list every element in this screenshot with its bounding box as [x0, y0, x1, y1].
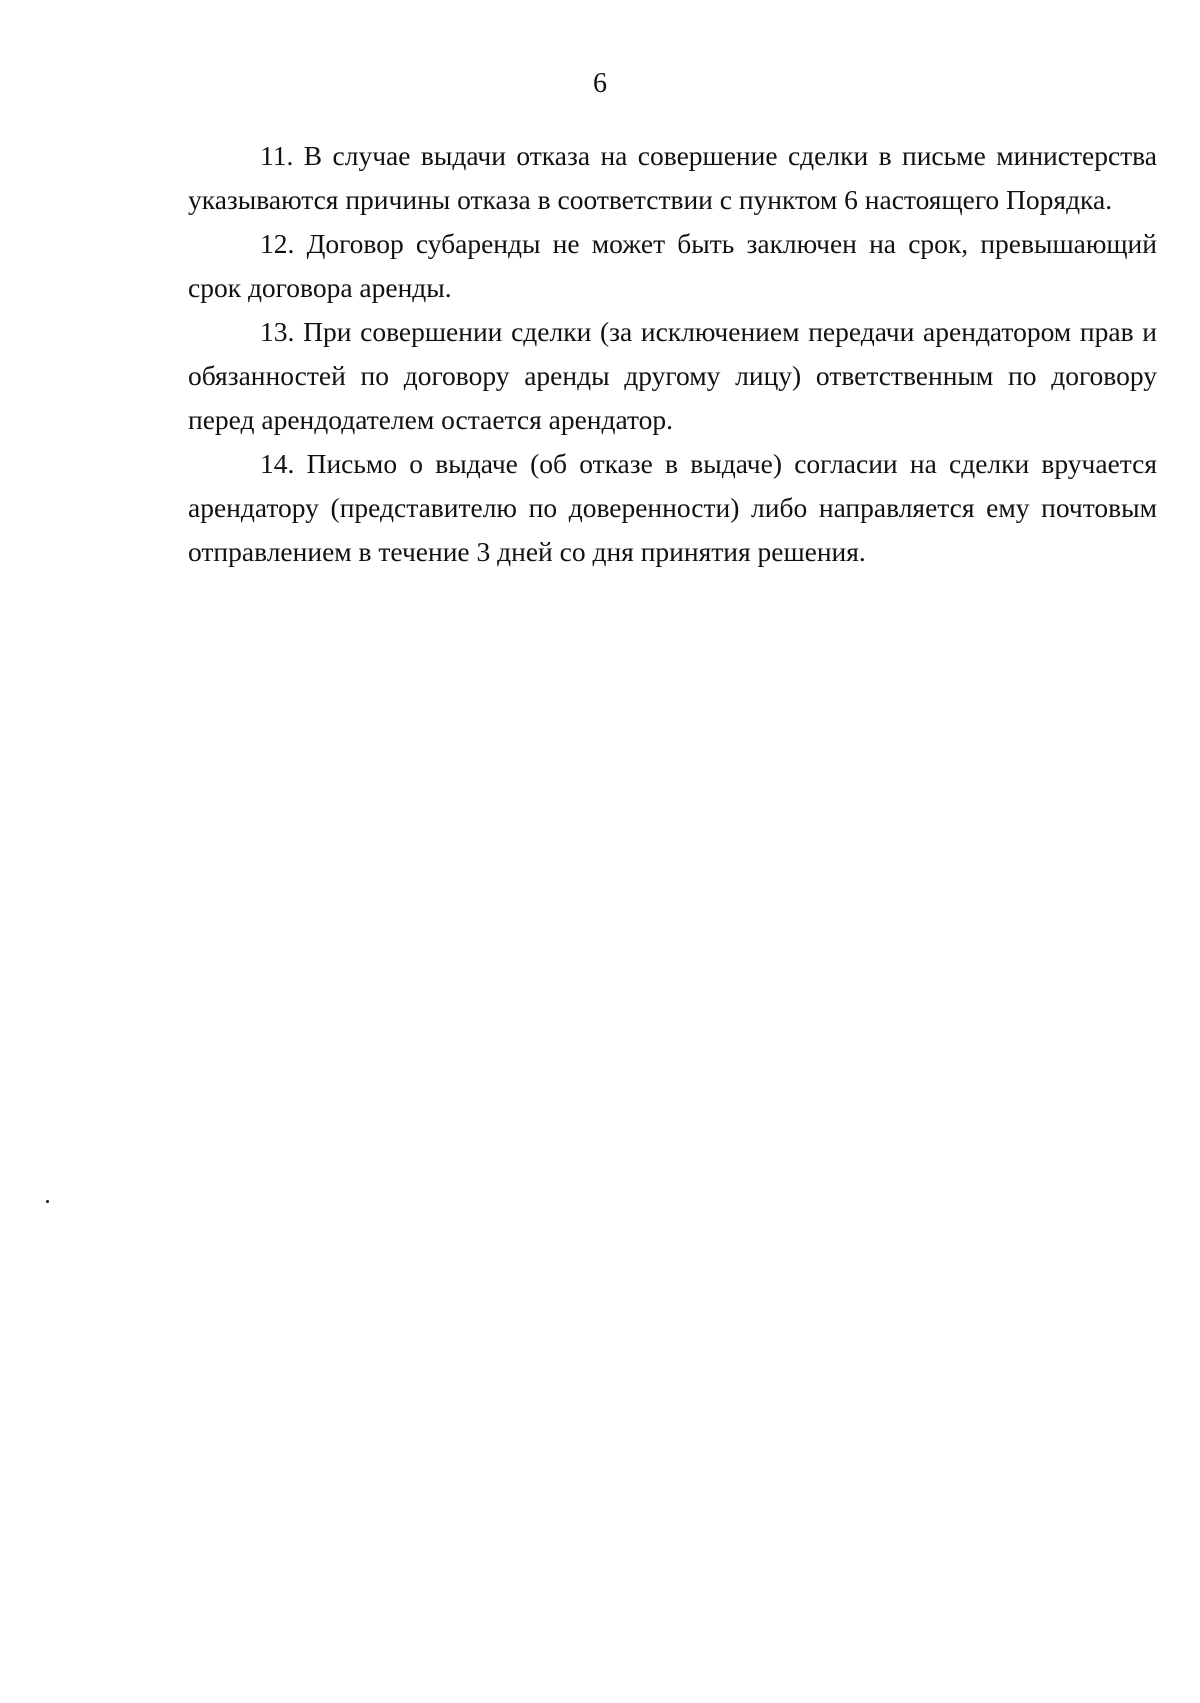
paragraph-11: 11. В случае выдачи отказа на совершение сделки в письме министерства указываются причины отказа в соответствии с пунктом 6 настоящего Порядка.	[188, 140, 1157, 215]
paragraph-12: 12. Договор субаренды не может быть заключен на срок, превышающий срок договора аренды.	[188, 228, 1157, 303]
paragraph-13: 13. При совершении сделки (за исключением передачи арендатором прав и обязанностей по договору аренды другому лицу) ответственным по договору перед арендодателем остается арендатор.	[188, 316, 1157, 435]
scan-speck	[46, 1200, 49, 1203]
page-number: 6	[593, 68, 607, 99]
document-body	[188, 134, 1157, 574]
paragraph-14: 14. Письмо о выдаче (об отказе в выдаче) согласии на сделки вручается арендатору (представителю по доверенности) либо направляется ему почтовым отправлением в течение 3 дней со дня принятия решения.	[188, 448, 1157, 567]
